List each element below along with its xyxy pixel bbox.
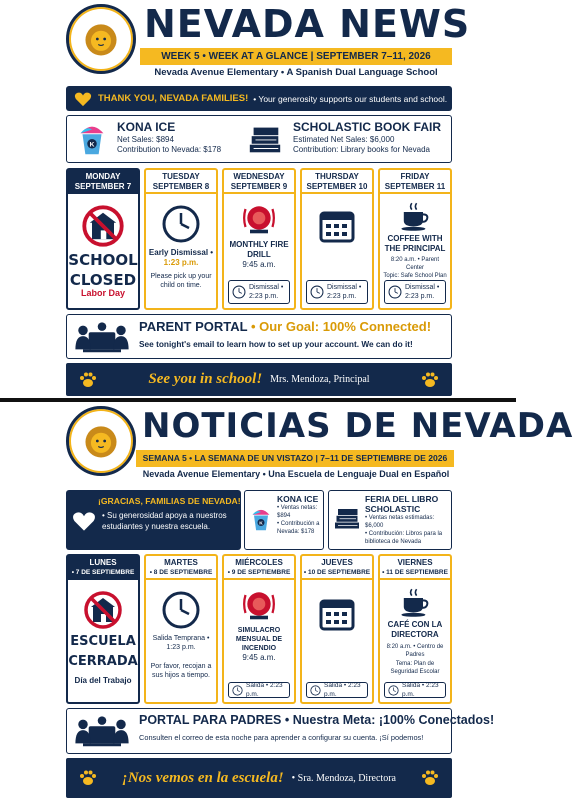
day-name: JUEVES	[321, 558, 353, 567]
day-name: MONDAY	[85, 172, 121, 181]
lion-logo-icon	[66, 406, 136, 476]
day-thursday	[300, 554, 374, 704]
kona-contribution: • Contribución a Nevada: $178	[277, 521, 320, 535]
book-fair-title: FERIA DEL LIBRO SCHOLASTIC	[365, 494, 439, 514]
books-icon	[245, 120, 285, 158]
kona-info	[117, 120, 221, 155]
dismissal-box	[384, 682, 446, 698]
dismissal-label: Salida • 2:23 p.m.	[324, 682, 361, 698]
event-closed: CERRADA	[68, 654, 138, 669]
day-tuesday	[144, 554, 218, 704]
event-topic: Tema: Plan de Seguridad Escolar	[390, 661, 440, 675]
day-name: WEDNESDAY	[233, 172, 285, 181]
kona-ice-icon	[73, 120, 111, 158]
books-icon	[332, 503, 362, 533]
day-tuesday	[144, 168, 218, 310]
event-detail: 8:20 a.m. • Centro de Padres	[386, 644, 444, 658]
day-name: TUESDAY	[162, 172, 200, 181]
event-note: Please pick up your child on time.	[150, 273, 212, 289]
event-title: MONTHLY FIRE DRILL	[229, 240, 289, 259]
footer-bar	[66, 363, 452, 396]
dismissal-box	[228, 682, 290, 698]
day-date: SEPTEMBER 9	[230, 182, 288, 191]
parent-portal-box	[66, 314, 452, 359]
family-computer-icon	[73, 713, 131, 751]
event-title: COFFEE WITH THE PRINCIPAL	[384, 234, 446, 253]
see-you-text: ¡Nos vemos en la escuela!	[122, 769, 284, 786]
event-detail: 8:20 a.m. • Parent Center	[390, 257, 440, 271]
no-school-icon	[83, 590, 123, 630]
event-topic: Topic: Safe School Plan	[383, 273, 447, 279]
clock-icon	[310, 685, 321, 696]
heart-icon	[74, 91, 92, 107]
kona-contribution: Contribution to Nevada: $178	[117, 145, 222, 154]
kona-sales: • Ventas netas: $894	[277, 505, 318, 519]
event-note: Por favor, recojan a sus hijos a tiempo.	[150, 663, 212, 679]
calendar-icon	[317, 594, 357, 634]
page-title: NOTICIAS DE NEVADA	[142, 406, 573, 446]
portal-goal: • Our Goal: 100% Connected!	[250, 319, 432, 334]
event-title: Early Dismissal •	[148, 248, 214, 257]
book-fair-title: SCHOLASTIC BOOK FAIR	[293, 120, 442, 134]
day-friday	[378, 168, 452, 310]
day-date: SEPTEMBER 8	[152, 182, 210, 191]
footer-bar	[66, 758, 452, 798]
paw-icon	[78, 768, 98, 788]
coffee-cup-icon	[398, 586, 432, 618]
day-date: • 7 DE SEPTIEMBRE	[71, 569, 135, 576]
coffee-cup-icon	[398, 200, 432, 232]
dismissal-box	[306, 280, 368, 304]
day-name: THURSDAY	[315, 172, 359, 181]
dismissal-box	[228, 280, 290, 304]
dismissal-label: Dismissal •	[249, 284, 284, 291]
day-date: • 10 DE SEPTIEMBRE	[303, 569, 371, 576]
kona-sales: Net Sales: $894	[117, 135, 174, 144]
gracias-headline: ¡GRACIAS, FAMILIAS DE NEVADA!	[98, 496, 241, 506]
kona-box	[244, 490, 324, 550]
book-fair-contribution: • Contribución: Libros para la biblioteca de Nevada	[365, 531, 443, 545]
day-monday	[66, 168, 140, 310]
dismissal-time: 2:23 p.m.	[249, 293, 279, 300]
day-monday	[66, 554, 140, 704]
no-school-icon	[81, 204, 125, 248]
portal-title: PORTAL PARA PADRES	[139, 713, 282, 727]
dismissal-time: 2:23 p.m.	[327, 293, 357, 300]
lion-logo-icon	[66, 4, 136, 74]
thanks-text: • Your generosity supports our students and school.	[253, 93, 448, 104]
dismissal-label: Dismissal •	[405, 284, 440, 291]
day-name: FRIDAY	[400, 172, 430, 181]
see-you-text: See you in school!	[148, 371, 263, 387]
portal-description: Consulten el correo de esta noche para aprender a configurar su cuenta. ¡Sí podemos!	[139, 733, 424, 742]
dismissal-label: Salida • 2:23 p.m.	[246, 682, 283, 698]
clock-icon	[232, 685, 243, 696]
holiday-note: Día del Trabajo	[74, 676, 132, 685]
clock-icon	[161, 590, 201, 630]
week-banner: SEMANA 5 • LA SEMANA DE UN VISTAZO | 7–11 DE SEPTIEMBRE DE 2026	[136, 450, 454, 467]
day-name: VIERNES	[397, 558, 433, 567]
family-computer-icon	[73, 319, 131, 357]
principal-signature: • Sra. Mendoza, Directora	[291, 772, 396, 784]
kona-title: KONA ICE	[117, 120, 176, 134]
portal-title: PARENT PORTAL	[139, 319, 248, 334]
day-friday	[378, 554, 452, 704]
week-banner: WEEK 5 • WEEK AT A GLANCE | SEPTEMBER 7–11, 2026	[140, 48, 452, 65]
event-time: 1:23 p.m.	[163, 258, 199, 267]
heart-icon	[72, 510, 96, 532]
sponsor-box	[66, 115, 452, 163]
day-date: • 9 DE SEPTIEMBRE	[227, 569, 291, 576]
thanks-headline: THANK YOU, NEVADA FAMILIES!	[98, 93, 249, 104]
portal-goal: • Nuestra Meta: ¡100% Conectados!	[284, 713, 495, 727]
event-time: 9:45 a.m.	[242, 653, 276, 662]
day-wednesday	[222, 554, 296, 704]
clock-icon	[232, 285, 246, 299]
page-title: NEVADA NEWS	[144, 2, 471, 46]
school-subtitle: Nevada Avenue Elementary • Una Escuela de Lenguaje Dual en Español	[142, 469, 450, 479]
day-date: • 11 DE SEPTIEMBRE	[382, 569, 448, 576]
parent-portal-box	[66, 708, 495, 754]
clock-icon	[310, 285, 324, 299]
dismissal-box	[384, 280, 446, 304]
day-name: MARTES	[164, 558, 198, 567]
portal-description: See tonight's email to learn how to set up your account. We can do it!	[139, 339, 413, 349]
day-date: SEPTEMBER 7	[74, 182, 132, 191]
calendar-icon	[317, 206, 357, 246]
gracias-box	[66, 490, 241, 550]
dismissal-label: Dismissal •	[327, 284, 362, 291]
book-fair-box	[328, 490, 452, 550]
school-subtitle: Nevada Avenue Elementary • A Spanish Dual Language School	[154, 67, 438, 78]
day-date: SEPTEMBER 11	[384, 182, 446, 191]
book-fair-info	[293, 120, 441, 155]
day-name: MIÉRCOLES	[235, 558, 283, 567]
day-thursday	[300, 168, 374, 310]
event-title: Salida Temprana • 1:23 p.m.	[152, 635, 210, 651]
thank-you-bar	[66, 86, 452, 111]
kona-ice-icon	[247, 501, 275, 537]
event-title: CAFÉ CON LA DIRECTORA	[387, 620, 443, 639]
principal-signature: Mrs. Mendoza, Principal	[270, 374, 370, 385]
paw-icon	[420, 370, 440, 390]
book-fair-sales: Estimated Net Sales: $6,000	[293, 135, 395, 144]
clock-icon	[388, 685, 399, 696]
event-school: ESCUELA	[70, 634, 136, 649]
fire-alarm-icon	[239, 586, 279, 622]
day-date: • 8 DE SEPTIEMBRE	[149, 569, 213, 576]
book-fair-sales: • Ventas netas estimadas: $6,000	[365, 515, 435, 529]
fire-alarm-icon	[239, 200, 279, 236]
paw-icon	[420, 768, 440, 788]
event-school: SCHOOL	[68, 251, 138, 269]
paw-icon	[78, 370, 98, 390]
holiday-note: Labor Day	[80, 288, 125, 298]
spanish-newsletter	[0, 402, 573, 800]
event-closed: CLOSED	[69, 271, 137, 289]
book-fair-contribution: Contribution: Library books for Nevada	[293, 145, 430, 154]
clock-icon	[388, 285, 402, 299]
dismissal-box	[306, 682, 368, 698]
gracias-text: • Su generosidad apoya a nuestros estudiantes y nuestra escuela.	[102, 511, 227, 531]
day-date: SEPTEMBER 10	[306, 182, 368, 191]
dismissal-label: Salida • 2:23 p.m.	[402, 682, 439, 698]
kona-title: KONA ICE	[277, 494, 319, 504]
clock-icon	[161, 204, 201, 244]
english-newsletter	[0, 0, 516, 398]
day-name: LUNES	[89, 558, 117, 567]
event-time: 9:45 a.m.	[242, 260, 276, 269]
event-title: SIMULACRO MENSUAL DE INCENDIO	[235, 627, 283, 652]
dismissal-time: 2:23 p.m.	[405, 293, 435, 300]
day-wednesday	[222, 168, 296, 310]
